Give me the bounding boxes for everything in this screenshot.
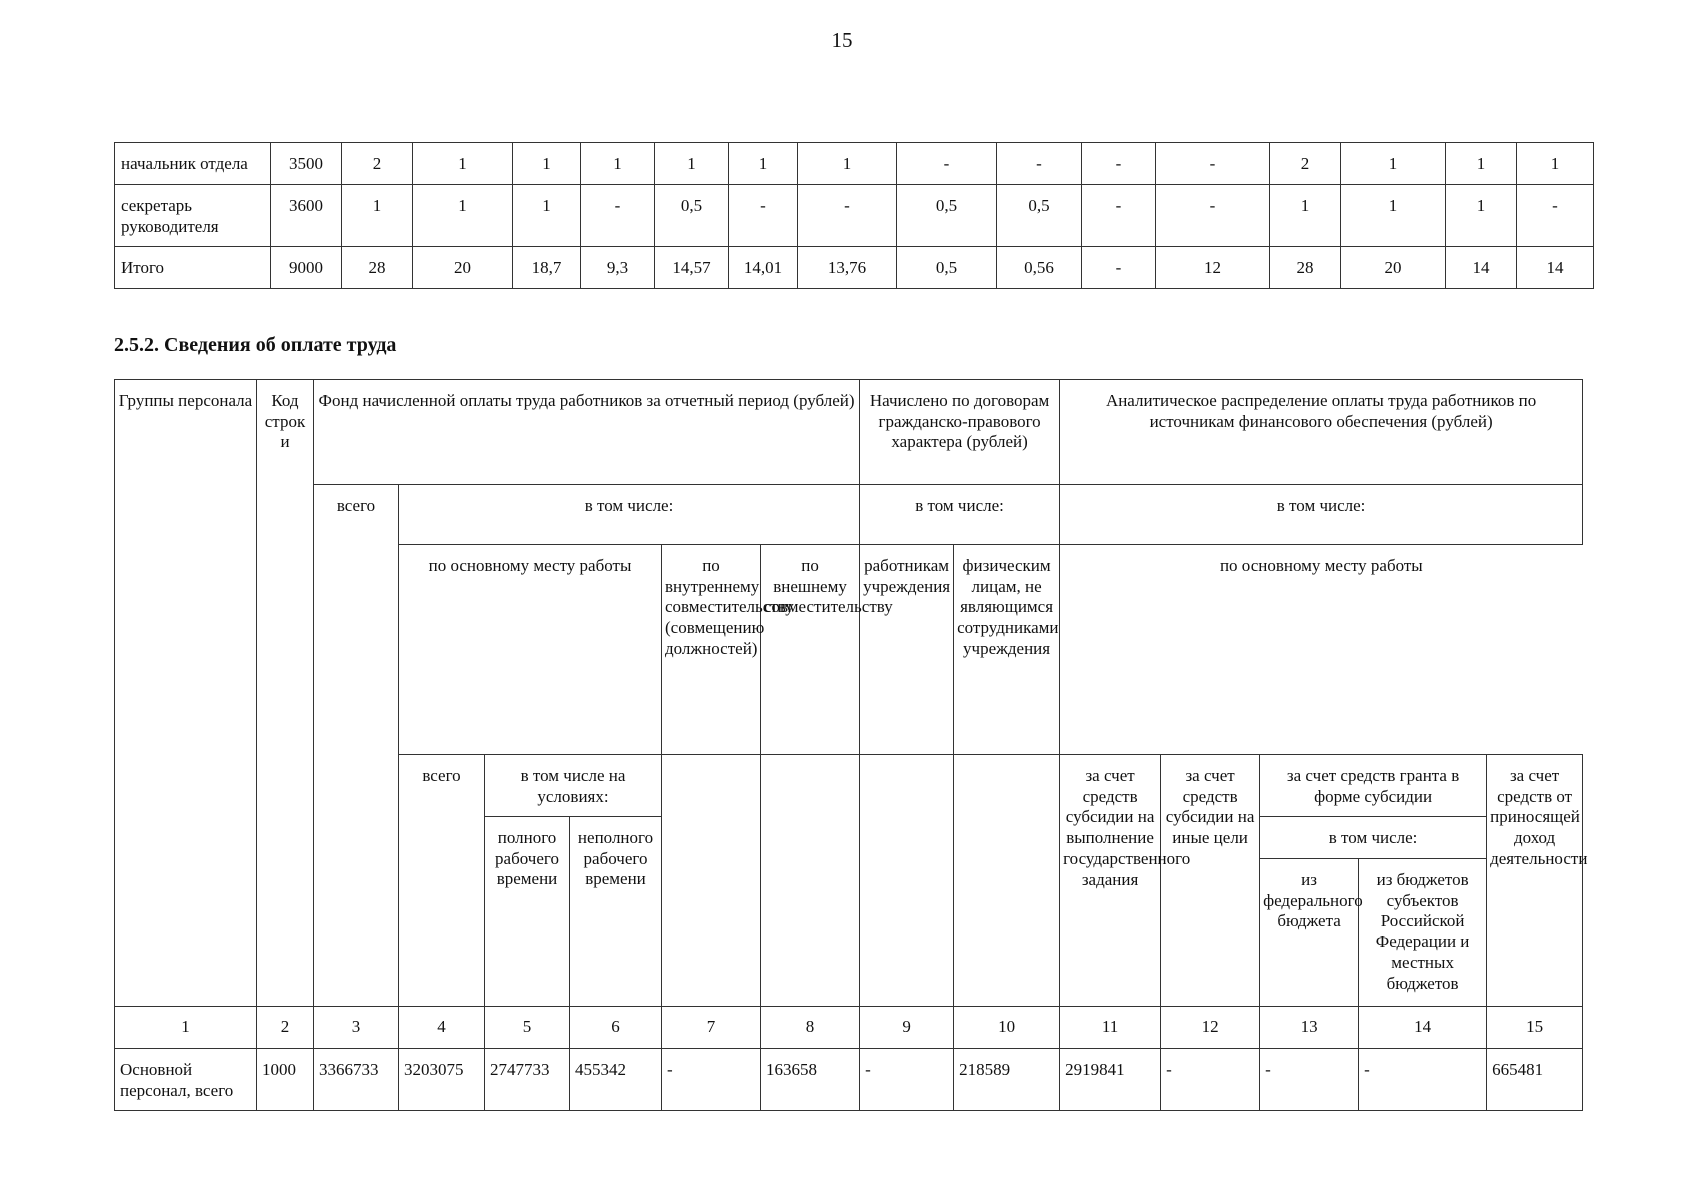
- staff-value-cell: -: [1156, 185, 1270, 247]
- pay-value-cell: 665481: [1487, 1049, 1583, 1111]
- header-blank-8: [761, 755, 860, 1007]
- staff-value-cell: 1: [413, 143, 513, 185]
- staff-value-cell: 18,7: [513, 247, 581, 289]
- header-main-place-analytic: по основному месту работы: [1060, 545, 1583, 755]
- header-incl-conditions: в том числе на условиях:: [485, 755, 662, 817]
- column-number-cell: 4: [399, 1007, 485, 1049]
- staff-value-cell: 1: [1341, 185, 1446, 247]
- staff-value-cell: 3600: [271, 185, 342, 247]
- staff-value-cell: 0,5: [997, 185, 1082, 247]
- staff-value-cell: -: [897, 143, 997, 185]
- column-number-cell: 9: [860, 1007, 954, 1049]
- staff-name-cell: Итого: [115, 247, 271, 289]
- staff-value-cell: 0,5: [897, 185, 997, 247]
- column-number-cell: 12: [1161, 1007, 1260, 1049]
- column-number-cell: 11: [1060, 1007, 1161, 1049]
- header-external: по внешнему совместительству: [761, 545, 860, 755]
- pay-group-cell: Основной персонал, всего: [115, 1049, 257, 1111]
- staff-value-cell: 1: [1270, 185, 1341, 247]
- header-employees: работникам учреждения: [860, 545, 954, 755]
- staff-value-cell: -: [1082, 185, 1156, 247]
- staff-value-cell: -: [997, 143, 1082, 185]
- header-individuals: физическим лицам, не являющимся сотрудниками учреждения: [954, 545, 1060, 755]
- staff-value-cell: 1: [655, 143, 729, 185]
- header-internal: по внутреннему совместительству (совмещению должностей): [662, 545, 761, 755]
- column-number-cell: 13: [1260, 1007, 1359, 1049]
- section-title: 2.5.2. Сведения об оплате труда: [114, 334, 397, 356]
- staff-value-cell: 14,01: [729, 247, 798, 289]
- header-part-time: неполного рабочего времени: [570, 817, 662, 1007]
- staff-value-cell: -: [798, 185, 897, 247]
- header-income: за счет средств от приносящей доход деятельности: [1487, 755, 1583, 1007]
- staff-name-cell: секретарь руководителя: [115, 185, 271, 247]
- table-row: [115, 247, 1594, 289]
- header-blank-10: [954, 755, 1060, 1007]
- page-number: 15: [831, 28, 853, 52]
- staff-value-cell: 9000: [271, 247, 342, 289]
- pay-value-cell: 2747733: [485, 1049, 570, 1111]
- pay-value-cell: -: [860, 1049, 954, 1111]
- pay-value-cell: -: [662, 1049, 761, 1111]
- staff-value-cell: 3500: [271, 143, 342, 185]
- header-sub-total: всего: [399, 755, 485, 1007]
- staff-value-cell: 0,5: [897, 247, 997, 289]
- staff-value-cell: 1: [513, 185, 581, 247]
- column-number-cell: 7: [662, 1007, 761, 1049]
- header-grant: за счет средств гранта в форме субсидии: [1260, 755, 1487, 817]
- header-regional: из бюджетов субъектов Российской Федерации и местных бюджетов: [1359, 859, 1487, 1007]
- staff-value-cell: 1: [1446, 185, 1517, 247]
- staff-value-cell: 1: [729, 143, 798, 185]
- staff-value-cell: 14: [1517, 247, 1594, 289]
- column-number-cell: 5: [485, 1007, 570, 1049]
- header-subsidy-other: за счет средств субсидии на иные цели: [1161, 755, 1260, 1007]
- staff-value-cell: 1: [1341, 143, 1446, 185]
- header-incl-fund: в том числе:: [399, 485, 860, 545]
- staff-value-cell: 2: [1270, 143, 1341, 185]
- column-number-cell: 14: [1359, 1007, 1487, 1049]
- column-number-cell: 1: [115, 1007, 257, 1049]
- staff-value-cell: -: [581, 185, 655, 247]
- staff-value-cell: 13,76: [798, 247, 897, 289]
- header-total: всего: [314, 485, 399, 1007]
- staff-value-cell: -: [1156, 143, 1270, 185]
- pay-value-cell: -: [1161, 1049, 1260, 1111]
- header-fund: Фонд начисленной оплаты труда работников за отчетный период (рублей): [314, 380, 860, 485]
- staff-value-cell: 28: [1270, 247, 1341, 289]
- column-number-cell: 2: [257, 1007, 314, 1049]
- staff-value-cell: -: [1082, 247, 1156, 289]
- column-number-cell: 10: [954, 1007, 1060, 1049]
- staff-value-cell: -: [1517, 185, 1594, 247]
- table-row: [115, 185, 1594, 247]
- staff-name-cell: начальник отдела: [115, 143, 271, 185]
- staff-value-cell: 0,56: [997, 247, 1082, 289]
- header-full-time: полного рабочего времени: [485, 817, 570, 1007]
- staff-value-cell: 1: [1446, 143, 1517, 185]
- header-analytic: Аналитическое распределение оплаты труда работников по источникам финансового обеспечения (рублей): [1060, 380, 1583, 485]
- column-number-cell: 6: [570, 1007, 662, 1049]
- staff-value-cell: 9,3: [581, 247, 655, 289]
- header-civil: Начислено по договорам гражданско-правового характера (рублей): [860, 380, 1060, 485]
- staff-value-cell: 12: [1156, 247, 1270, 289]
- header-incl-grant: в том числе:: [1260, 817, 1487, 859]
- staff-value-cell: 14: [1446, 247, 1517, 289]
- staff-value-cell: 1: [513, 143, 581, 185]
- pay-value-cell: 3203075: [399, 1049, 485, 1111]
- staff-value-cell: -: [729, 185, 798, 247]
- header-groups: Группы персонала: [115, 380, 257, 1007]
- staff-value-cell: 1: [798, 143, 897, 185]
- staff-value-cell: 0,5: [655, 185, 729, 247]
- pay-value-cell: 218589: [954, 1049, 1060, 1111]
- pay-value-cell: 163658: [761, 1049, 860, 1111]
- staff-table: [114, 142, 1594, 289]
- table-row: [115, 1049, 1583, 1111]
- pay-value-cell: 2919841: [1060, 1049, 1161, 1111]
- staff-value-cell: 20: [413, 247, 513, 289]
- pay-value-cell: 3366733: [314, 1049, 399, 1111]
- staff-value-cell: 2: [342, 143, 413, 185]
- staff-value-cell: 1: [1517, 143, 1594, 185]
- header-subsidy-state: за счет средств субсидии на выполнение государственного задания: [1060, 755, 1161, 1007]
- staff-value-cell: 1: [581, 143, 655, 185]
- header-incl-analytic: в том числе:: [1060, 485, 1583, 545]
- pay-value-cell: -: [1260, 1049, 1359, 1111]
- column-number-row: [115, 1007, 1583, 1049]
- header-federal: из федерального бюджета: [1260, 859, 1359, 1007]
- staff-value-cell: 28: [342, 247, 413, 289]
- pay-table: [114, 379, 1588, 1111]
- header-main-place: по основному месту работы: [399, 545, 662, 755]
- staff-value-cell: -: [1082, 143, 1156, 185]
- pay-value-cell: -: [1359, 1049, 1487, 1111]
- staff-value-cell: 20: [1341, 247, 1446, 289]
- header-incl-civil: в том числе:: [860, 485, 1060, 545]
- header-blank-7: [662, 755, 761, 1007]
- header-code: Код строк и: [257, 380, 314, 1007]
- column-number-cell: 8: [761, 1007, 860, 1049]
- pay-value-cell: 1000: [257, 1049, 314, 1111]
- column-number-cell: 15: [1487, 1007, 1583, 1049]
- table-row: [115, 143, 1594, 185]
- staff-value-cell: 1: [342, 185, 413, 247]
- column-number-cell: 3: [314, 1007, 399, 1049]
- pay-value-cell: 455342: [570, 1049, 662, 1111]
- staff-value-cell: 14,57: [655, 247, 729, 289]
- header-blank-9: [860, 755, 954, 1007]
- staff-value-cell: 1: [413, 185, 513, 247]
